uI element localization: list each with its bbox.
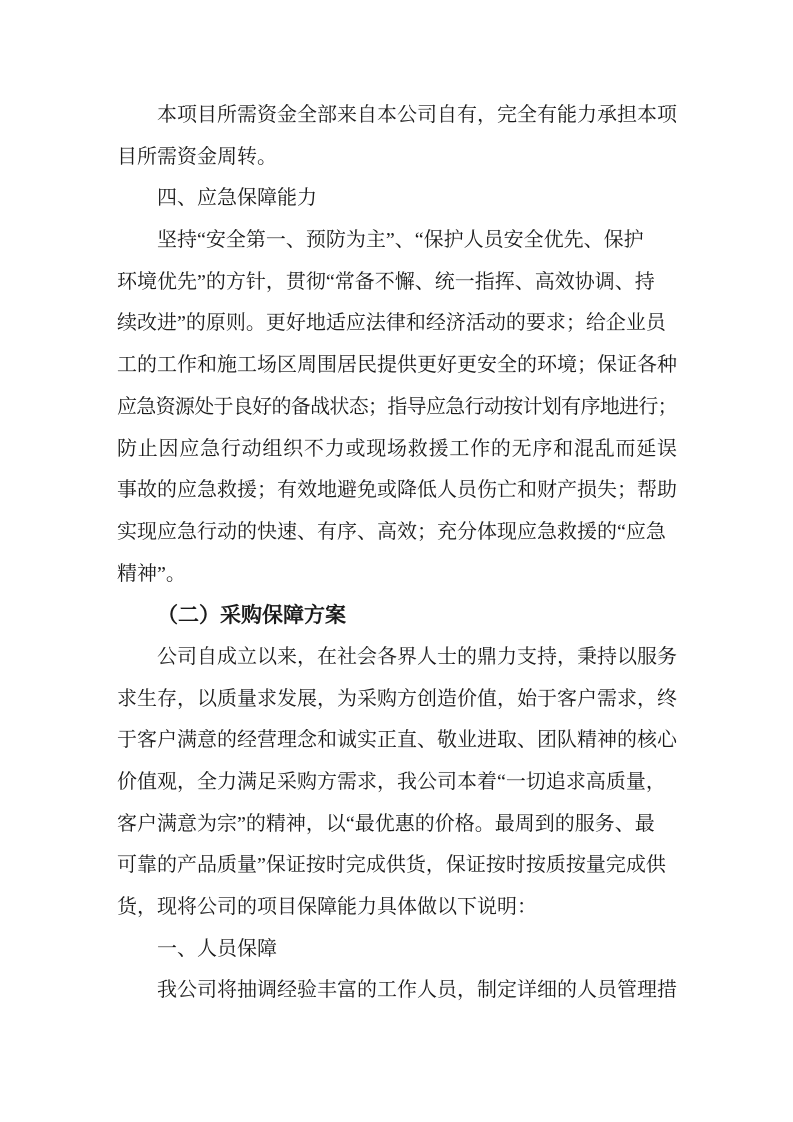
paragraph-line: 货，现将公司的项目保障能力具体做以下说明：: [117, 896, 537, 919]
paragraph-line: 续改进”的原则。更好地适应法律和经济活动的要求；给企业员: [117, 312, 666, 335]
paragraph-line: 实现应急行动的快速、有序、高效；充分体现应急救援的“应急: [117, 520, 666, 543]
paragraph-line: 应急资源处于良好的备战状态；指导应急行动按计划有序地进行；: [117, 395, 677, 418]
paragraph-line: 事故的应急救援；有效地避免或降低人员伤亡和财产损失；帮助: [117, 479, 677, 502]
paragraph-line: 工的工作和施工场区周围居民提供更好更安全的环境；保证各种: [117, 354, 677, 377]
heading-section-two-procurement: （二）采购保障方案: [157, 603, 346, 628]
paragraph-line: 我公司将抽调经验丰富的工作人员，制定详细的人员管理措: [157, 979, 677, 1002]
document-content: [117, 95, 677, 1012]
paragraph-line: 精神”。: [117, 562, 186, 585]
paragraph-line: 公司自成立以来，在社会各界人士的鼎力支持，秉持以服务: [157, 645, 677, 668]
paragraph-line: 求生存，以质量求发展，为采购方创造价值，始于客户需求，终: [117, 687, 677, 710]
paragraph-line: 于客户满意的经营理念和诚实正直、敬业进取、团队精神的核心: [117, 729, 677, 752]
paragraph-line: 价值观，全力满足采购方需求，我公司本着“一切追求高质量，: [117, 771, 666, 793]
paragraph-line: 可靠的产品质量”保证按时完成供货，保证按时按质按量完成供: [117, 854, 666, 877]
heading-section-four-emergency: 四、应急保障能力: [157, 187, 317, 210]
paragraph-line: 防止因应急行动组织不力或现场救援工作的无序和混乱而延误: [117, 437, 678, 460]
paragraph-line: 本项目所需资金全部来自本公司自有，完全有能力承担本项: [157, 104, 677, 126]
paragraph-line: 客户满意为宗”的精神，以“最优惠的价格。最周到的服务、最: [117, 812, 655, 835]
paragraph-line: 环境优先”的方针，贯彻“常备不懈、统一指挥、高效协调、持: [117, 270, 655, 293]
paragraph-line: 坚持“安全第一、预防为主”、“保护人员安全优先、保护: [157, 229, 644, 252]
paragraph-line: 目所需资金周转。: [117, 145, 277, 168]
heading-section-one-personnel: 一、人员保障: [157, 937, 277, 960]
